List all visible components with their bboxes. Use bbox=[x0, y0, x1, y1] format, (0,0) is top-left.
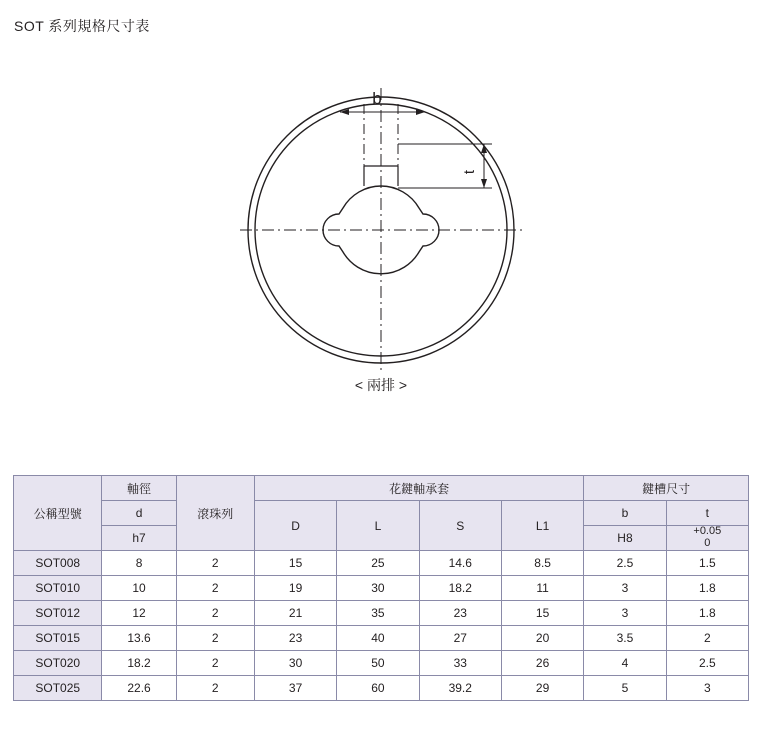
cell-d: 22.6 bbox=[102, 676, 176, 701]
cell-L: 25 bbox=[337, 551, 419, 576]
cell-L: 60 bbox=[337, 676, 419, 701]
cell-L1: 15 bbox=[501, 601, 583, 626]
cell-model: SOT025 bbox=[14, 676, 102, 701]
cell-t: 2 bbox=[666, 626, 748, 651]
header-shaft-dia-group: 軸徑 bbox=[102, 476, 176, 501]
table-row bbox=[14, 551, 749, 576]
cell-b: 5 bbox=[584, 676, 666, 701]
header-keyway-t-tolerance-plus: +0.05 bbox=[693, 525, 722, 538]
cell-t: 1.8 bbox=[666, 576, 748, 601]
header-spline-sleeve-group: 花鍵軸承套 bbox=[254, 476, 583, 501]
cell-d: 12 bbox=[102, 601, 176, 626]
header-keyway-b: b bbox=[584, 501, 666, 526]
table-row bbox=[14, 601, 749, 626]
cell-d: 10 bbox=[102, 576, 176, 601]
cell-model: SOT010 bbox=[14, 576, 102, 601]
cell-S: 18.2 bbox=[419, 576, 501, 601]
cell-S: 39.2 bbox=[419, 676, 501, 701]
cell-L1: 20 bbox=[501, 626, 583, 651]
cell-D: 23 bbox=[254, 626, 336, 651]
cell-rows: 2 bbox=[176, 676, 254, 701]
cell-b: 3 bbox=[584, 601, 666, 626]
cell-L1: 11 bbox=[501, 576, 583, 601]
table-row bbox=[14, 576, 749, 601]
cell-b: 2.5 bbox=[584, 551, 666, 576]
dimension-b bbox=[340, 104, 425, 186]
cell-t: 1.5 bbox=[666, 551, 748, 576]
cell-S: 27 bbox=[419, 626, 501, 651]
header-ball-rows: 滾珠列 bbox=[176, 476, 254, 551]
cell-t: 3 bbox=[666, 676, 748, 701]
table-header-row-2 bbox=[14, 501, 749, 526]
header-keyway-t-tolerance-zero: 0 bbox=[704, 537, 711, 549]
cell-L: 40 bbox=[337, 626, 419, 651]
table-body bbox=[14, 551, 749, 701]
header-keyway-t-tolerance bbox=[666, 526, 748, 551]
cell-rows: 2 bbox=[176, 601, 254, 626]
cell-L: 50 bbox=[337, 651, 419, 676]
cell-rows: 2 bbox=[176, 576, 254, 601]
cell-D: 30 bbox=[254, 651, 336, 676]
cell-D: 19 bbox=[254, 576, 336, 601]
cell-D: 37 bbox=[254, 676, 336, 701]
cell-L1: 8.5 bbox=[501, 551, 583, 576]
table-header-row-1 bbox=[14, 476, 749, 501]
cell-b: 4 bbox=[584, 651, 666, 676]
cell-model: SOT008 bbox=[14, 551, 102, 576]
cell-S: 14.6 bbox=[419, 551, 501, 576]
spline-cross-section-diagram bbox=[0, 40, 762, 400]
cell-t: 2.5 bbox=[666, 651, 748, 676]
cell-b: 3 bbox=[584, 576, 666, 601]
spec-table bbox=[13, 475, 749, 701]
diagram-caption: < 兩排 > bbox=[354, 377, 408, 393]
table-row bbox=[14, 651, 749, 676]
cell-rows: 2 bbox=[176, 551, 254, 576]
cell-d: 8 bbox=[102, 551, 176, 576]
cell-S: 33 bbox=[419, 651, 501, 676]
cell-rows: 2 bbox=[176, 626, 254, 651]
dimension-label-b: b bbox=[372, 89, 382, 108]
cell-t: 1.8 bbox=[666, 601, 748, 626]
cell-model: SOT015 bbox=[14, 626, 102, 651]
header-D: D bbox=[254, 501, 336, 551]
cell-D: 21 bbox=[254, 601, 336, 626]
header-keyway-t: t bbox=[666, 501, 748, 526]
header-keyway-group: 鍵槽尺寸 bbox=[584, 476, 749, 501]
table-row bbox=[14, 626, 749, 651]
cell-d: 13.6 bbox=[102, 626, 176, 651]
header-shaft-dia-tolerance: h7 bbox=[102, 526, 176, 551]
header-L1: L1 bbox=[501, 501, 583, 551]
cell-d: 18.2 bbox=[102, 651, 176, 676]
header-shaft-dia-symbol: d bbox=[102, 501, 176, 526]
cell-b: 3.5 bbox=[584, 626, 666, 651]
table-header bbox=[14, 476, 749, 551]
cell-L: 35 bbox=[337, 601, 419, 626]
cell-L1: 26 bbox=[501, 651, 583, 676]
cell-model: SOT012 bbox=[14, 601, 102, 626]
cell-S: 23 bbox=[419, 601, 501, 626]
table-row bbox=[14, 676, 749, 701]
dimension-t bbox=[398, 144, 492, 188]
diagram-svg bbox=[0, 40, 762, 400]
page-title: SOT 系列規格尺寸表 bbox=[14, 18, 150, 34]
header-L: L bbox=[337, 501, 419, 551]
cell-rows: 2 bbox=[176, 651, 254, 676]
header-model: 公稱型號 bbox=[14, 476, 102, 551]
dimension-label-t: t bbox=[461, 169, 478, 175]
cell-L1: 29 bbox=[501, 676, 583, 701]
cell-D: 15 bbox=[254, 551, 336, 576]
header-S: S bbox=[419, 501, 501, 551]
header-keyway-b-tolerance: H8 bbox=[584, 526, 666, 551]
cell-model: SOT020 bbox=[14, 651, 102, 676]
cell-L: 30 bbox=[337, 576, 419, 601]
